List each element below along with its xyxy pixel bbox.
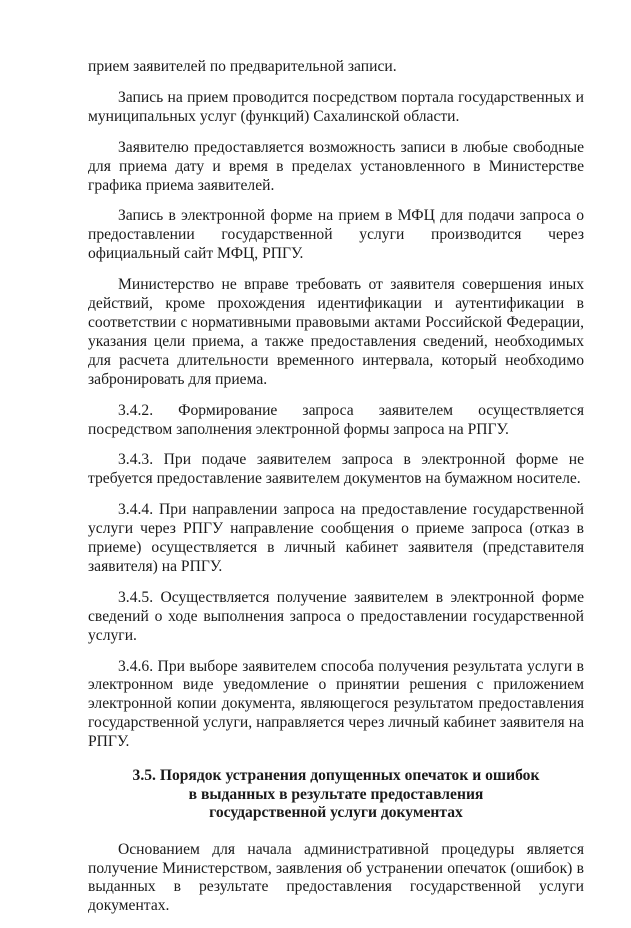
paragraph-appointment-time: Заявителю предоставляется возможность записи в любые свободные для приема дату и время в пределах установленного в Министерстве графика приема заявителей. — [88, 138, 584, 194]
paragraph-procedure-basis: Основанием для начала административной процедуры является получение Министерством, заявления об устранении опечаток (ошибок) в выданных в результате предоставления государственной услуги документах. — [88, 840, 584, 915]
paragraph-3-4-6: 3.4.6. При выборе заявителем способа получения результата услуги в электронном виде уведомление о принятии решения с приложением электронной копии документа, являющегося результатом предоставления государственной услуги, направляется через личный кабинет заявителя на РПГУ. — [88, 657, 584, 751]
paragraph-3-4-3: 3.4.3. При подаче заявителем запроса в электронной форме не требуется предоставление заявителем документов на бумажном носителе. — [88, 451, 584, 488]
paragraph-mfc-appointment: Запись в электронной форме на прием в МФЦ для подачи запроса о предоставлении государственной услуги производится через официальный сайт МФЦ, РПГУ. — [88, 207, 584, 263]
section-heading-3-5 — [88, 767, 584, 823]
paragraph-3-4-4: 3.4.4. При направлении запроса на предоставление государственной услуги через РПГУ направление сообщения о приеме запроса (отказ в приеме) осуществляется в личный кабинет заявителя (представителя заявителя) на РПГУ. — [88, 501, 584, 575]
heading-line: государственной услуги документах — [209, 804, 463, 822]
paragraph-ministry-restrictions: Министерство не вправе требовать от заявителя совершения иных действий, кроме прохождения идентификации и аутентификации в соответствии с нормативными правовыми актами Российской Федерации, указания цели приема, а также предоставления сведений, необходимых для расчета длительности временного интервала, который необходимо забронировать для приема. — [88, 276, 584, 388]
paragraph-appointment-portal: Запись на прием проводится посредством портала государственных и муниципальных услуг (функций) Сахалинской области. — [88, 88, 584, 125]
paragraph-continuation: прием заявителей по предварительной записи. — [88, 58, 397, 75]
document-body — [88, 58, 584, 928]
heading-line: в выданных в результате предоставления — [188, 785, 484, 803]
heading-line: 3.5. Порядок устранения допущенных опечаток и ошибок — [132, 767, 540, 785]
paragraph-3-4-5: 3.4.5. Осуществляется получение заявителем в электронной форме сведений о ходе выполнения запроса о предоставлении государственной услуги. — [88, 588, 584, 644]
paragraph-3-4-2: 3.4.2. Формирование запроса заявителем осуществляется посредством заполнения электронной формы запроса на РПГУ. — [88, 401, 584, 438]
